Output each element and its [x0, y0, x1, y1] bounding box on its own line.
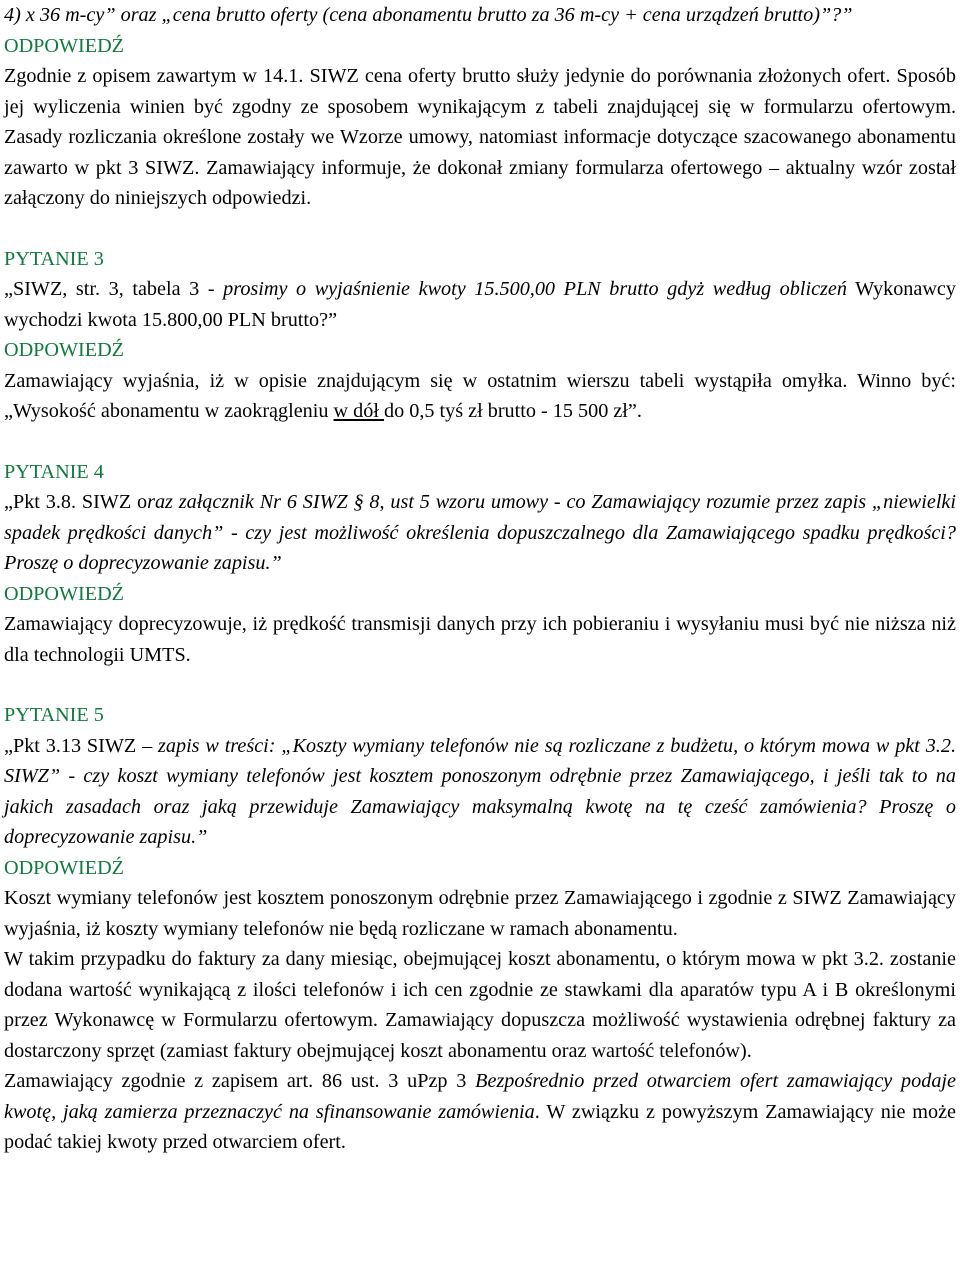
- answer-5-p3-plain-2: . W związku z powyższym Zamawiający nie może podać takiej kwoty przed otwarciem ofert.: [4, 1100, 957, 1153]
- question-5-plain-1: „Pkt 3.13 SIWZ –: [4, 734, 159, 757]
- question-3-italic: prosimy o wyjaśnienie kwoty 15.500,00 PLN brutto gdyż według obliczeń: [223, 278, 847, 300]
- answer-5-paragraph-3: [4, 1066, 956, 1158]
- answer-3-part-1: Zamawiający wyjaśnia, iż w opisie znajdującym się w ostatnim wierszu tabeli wystąpiła omyłka. Winno być: „Wysokość abonamentu w zaokrągleniu: [4, 369, 956, 422]
- answer-4-heading: ODPOWIEDŹ: [4, 582, 124, 605]
- answer-5-paragraph-1: Koszt wymiany telefonów jest kosztem ponoszonym odrębnie przez Zamawiającego i zgodnie z SIWZ Zamawiający wyjaśnia, iż koszty wymiany telefonów nie będą rozliczane w ramach abonamentu.: [4, 887, 956, 940]
- question-5-text: [4, 731, 956, 853]
- answer-3-heading: ODPOWIEDŹ: [4, 339, 124, 361]
- answer-3-underlined: w dół: [333, 400, 384, 422]
- question-3-plain-1: „SIWZ, str. 3, tabela 3 -: [4, 278, 224, 300]
- answer-3-part-2: do 0,5 tyś zł brutto - 15 500 zł”.: [384, 400, 642, 422]
- answer-5-p3-plain-1: Zamawiający zgodnie z zapisem art. 86 ust. 3 uPzp 3: [4, 1070, 476, 1092]
- answer-5-heading: ODPOWIEDŹ: [4, 856, 124, 879]
- question-3-text: [4, 274, 956, 335]
- question-4-italic: raz załącznik Nr 6 SIWZ § 8, ust 5 wzoru umowy - co Zamawiający rozumie przez zapis „niewielki spadek prędkości danych” - czy jest możliwość określenia dopuszczalnego dla Zamawiającego spadku prędkości? Proszę o doprecyzowanie zapisu.”: [4, 491, 956, 574]
- question-3-heading: PYTANIE 3: [4, 247, 104, 270]
- answer-3-text: [4, 366, 956, 427]
- question-4-text: [4, 487, 956, 579]
- answer-heading-top: ODPOWIEDŹ: [4, 34, 124, 57]
- answer-4-text: Zamawiający doprecyzowuje, iż prędkość transmisji danych przy ich pobieraniu i wysyłaniu musi być nie niższa niż dla technologii UMTS.: [4, 613, 956, 666]
- question-continuation: 4) x 36 m-cy” oraz „cena brutto oferty (cena abonamentu brutto za 36 m-cy + cena urządzeń brutto)”?”: [4, 4, 853, 26]
- question-4-plain-1: „Pkt 3.8. SIWZ o: [4, 491, 148, 513]
- answer-5-paragraph-2: W takim przypadku do faktury za dany miesiąc, obejmującej koszt abonamentu, o którym mowa w pkt 3.2. zostanie dodana wartość wynikającą z ilości telefonów i ich cen zgodnie ze stawkami dla aparatów typu A i B określonymi przez Wykonawcę w Formularzu ofertowym. Zamawiający dopuszcza możliwość wystawienia odrębnej faktury za dostarczony sprzęt (zamiast faktury obejmującej koszt abonamentu oraz wartość telefonów).: [4, 948, 956, 1062]
- question-5-heading: PYTANIE 5: [4, 704, 104, 726]
- question-4-heading: PYTANIE 4: [4, 460, 104, 483]
- answer-5-p3-italic: Bezpośrednio przed otwarciem ofert zamawiający podaje kwotę, jaką zamierza przeznaczyć na sfinansowanie zamówienia: [4, 1070, 956, 1123]
- question-5-italic: zapis w treści: „Koszty wymiany telefonów nie są rozliczane z budżetu, o którym mowa w pkt 3.2. SIWZ” - czy koszt wymiany telefonów jest kosztem ponoszonym odrębnie przez Zamawiającego, i jeśli tak to na jakich zasadach oraz jaką przewiduje Zamawiający maksymalną kwotę na tę cześć zamówienia? Proszę o doprecyzowanie zapisu.”: [4, 734, 956, 848]
- question-3-plain-2: Wykonawcy wychodzi kwota 15.800,00 PLN brutto?”: [4, 278, 956, 331]
- answer-text-top: Zgodnie z opisem zawartym w 14.1. SIWZ cena oferty brutto służy jedynie do porównania złożonych ofert. Sposób jej wyliczenia winien być zgodny ze sposobem wynikającym z tabeli znajdującej się w formularzu ofertowym. Zasady rozliczania określone zostały we Wzorze umowy, natomiast informacje dotyczące szacowanego abonamentu zawarto w pkt 3 SIWZ. Zamawiający informuje, że dokonał zmiany formularza ofertowego – aktualny wzór został załączony do niniejszych odpowiedzi.: [4, 65, 956, 209]
